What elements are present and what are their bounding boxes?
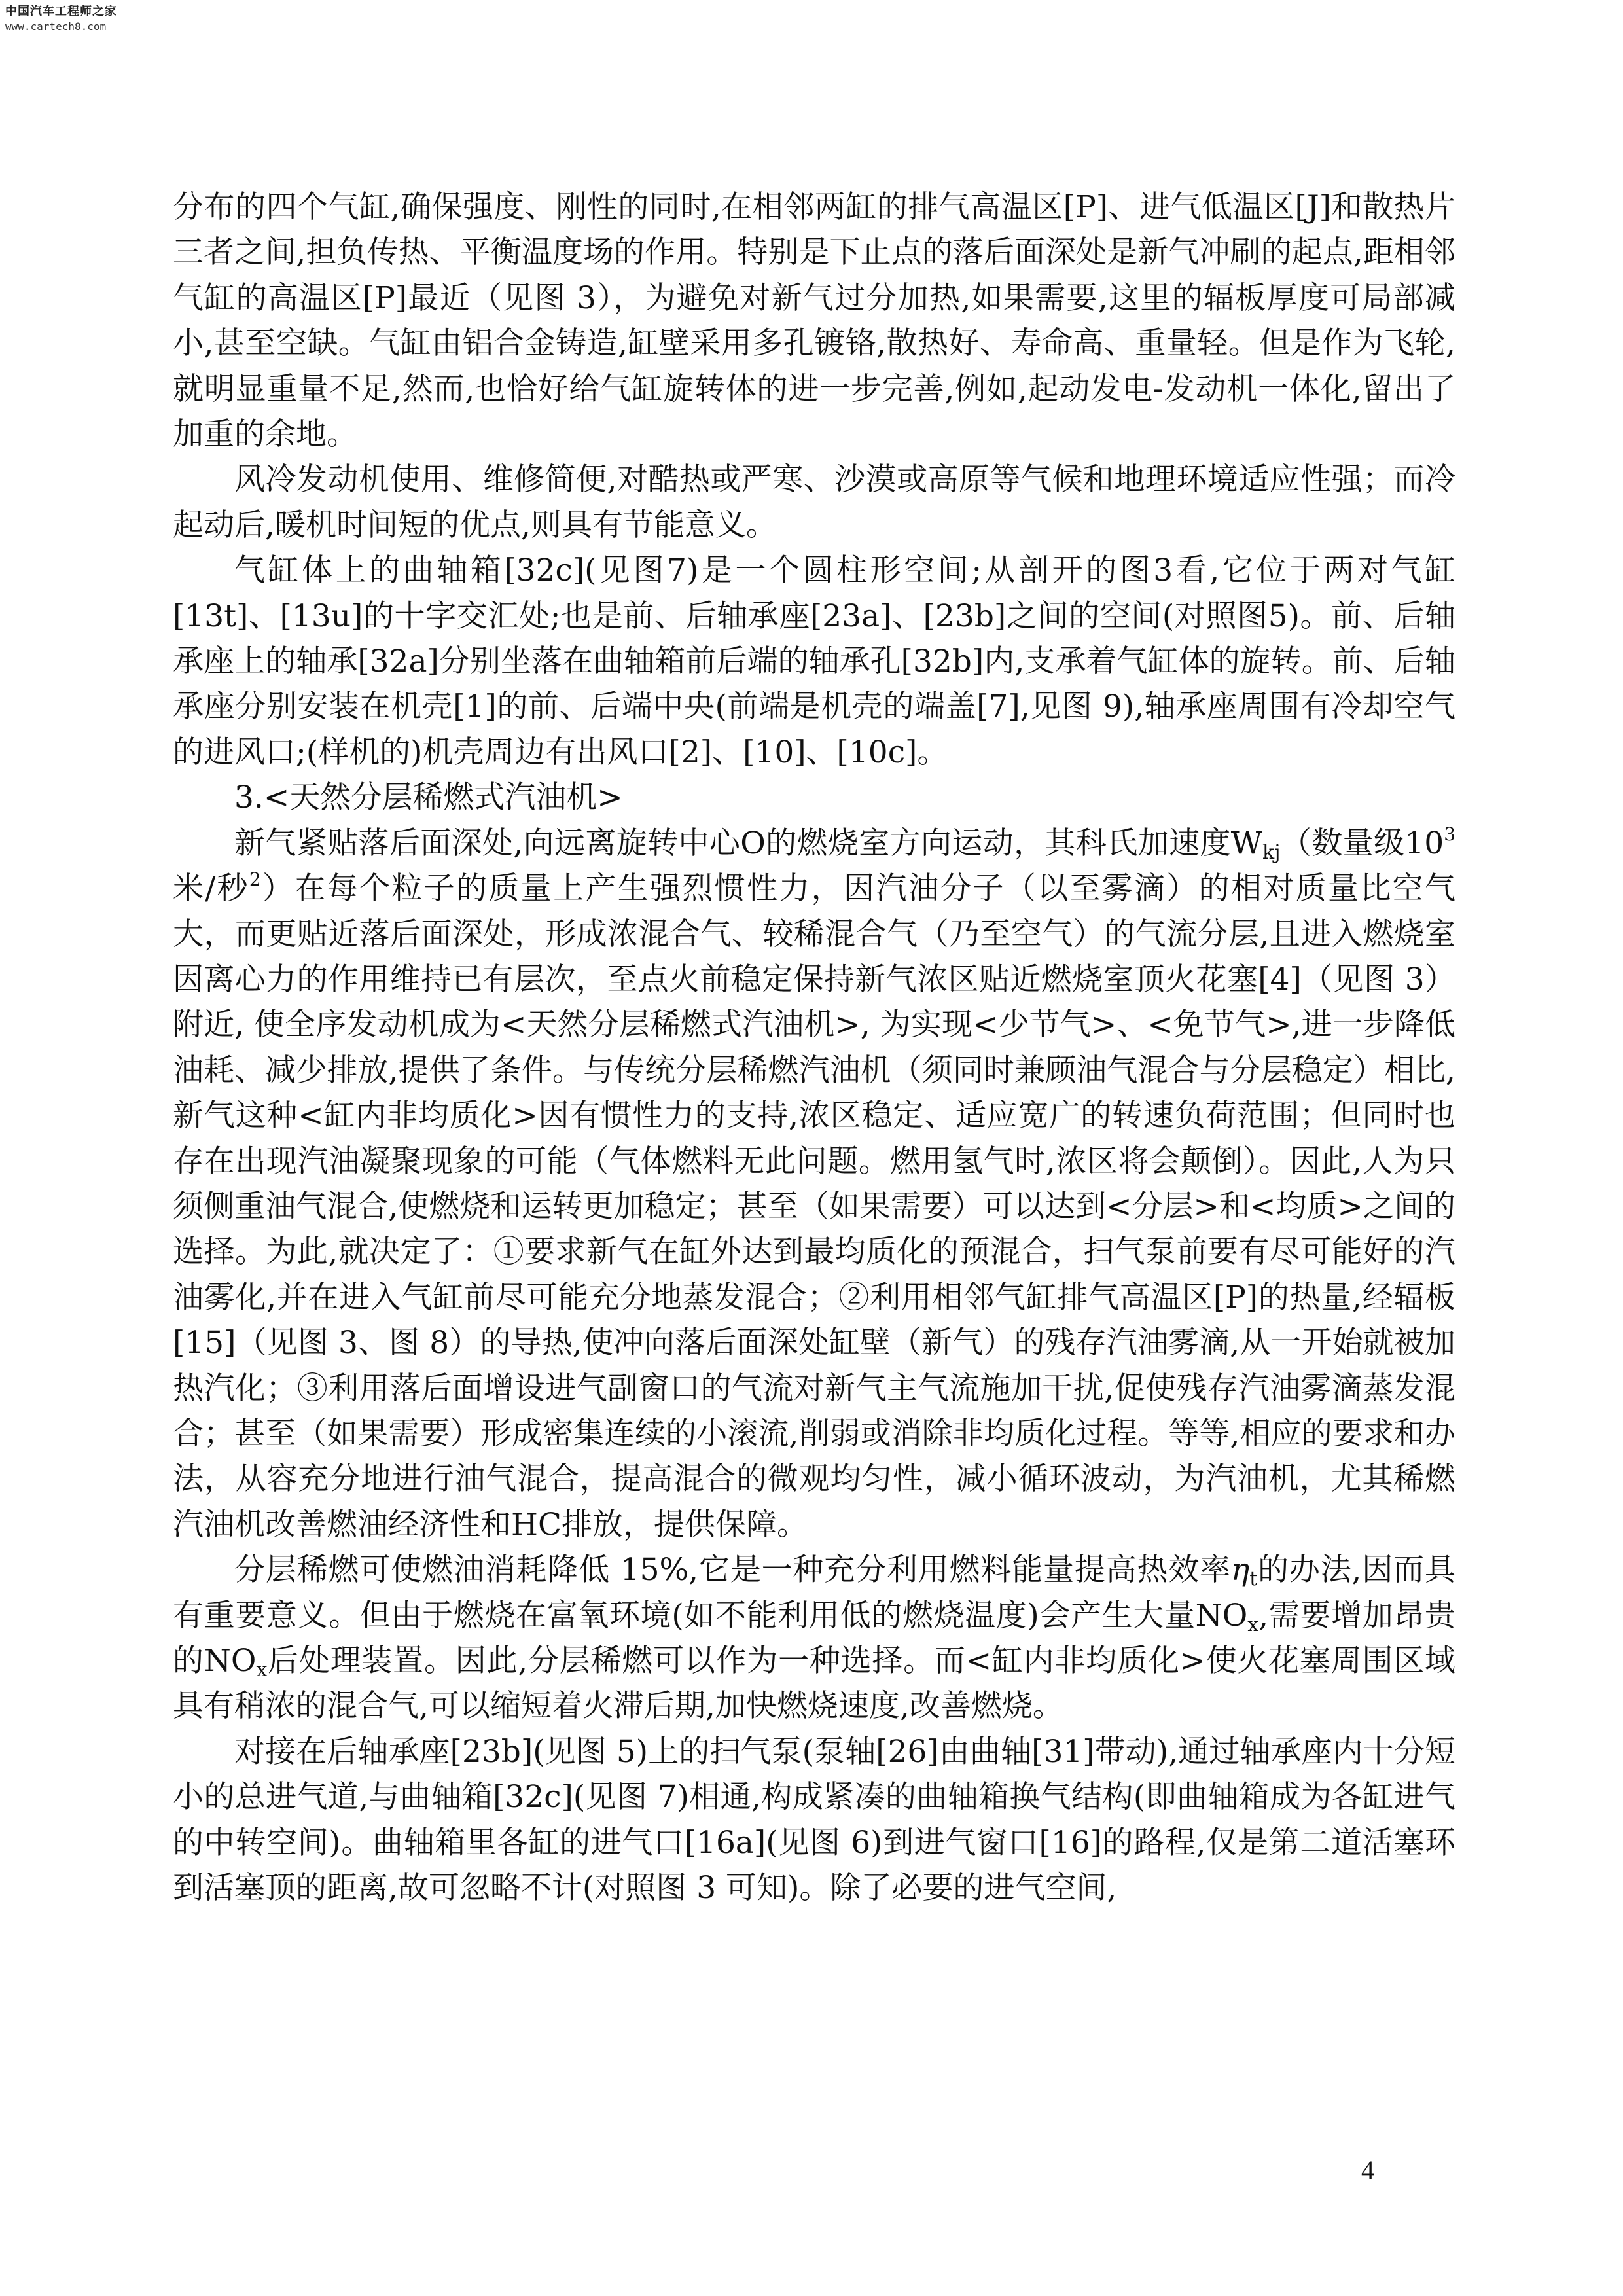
text-run: 米/秒 [173, 870, 249, 907]
text-run: 新气紧贴落后面深处,向远离旋转中心O的燃烧室方向运动，其科氏加速度W [234, 825, 1263, 861]
text-run: 分层稀燃可使燃油消耗降低 15%,它是一种充分利用燃料能量提高热效率 [234, 1552, 1232, 1588]
text-run: ,需要增加昂贵的NO [173, 1597, 1455, 1679]
eta-symbol: η [1231, 1552, 1250, 1588]
subscript: kj [1262, 840, 1281, 864]
watermark-title: 中国汽车工程师之家 [5, 5, 117, 18]
document-body [173, 185, 1455, 1910]
superscript: 2 [249, 869, 261, 891]
site-watermark [5, 4, 143, 43]
subscript: x [1247, 1613, 1259, 1636]
superscript: 3 [1444, 823, 1456, 845]
text-run: （数量级10 [1280, 825, 1444, 861]
section-heading: 3.<天然分层稀燃式汽油机> [234, 780, 623, 816]
paragraph-6 [173, 1547, 1455, 1729]
watermark-url: www.cartech8.com [5, 20, 107, 33]
paragraph-7: 对接在后轴承座[23b](见图 5)上的扫气泵(泵轴[26]由曲轴[31]带动),通过轴承座内十分短小的总进气道,与曲轴箱[32c](见图 7)相通,构成紧凑的曲轴箱换气结构(即曲轴箱成为各缸进气的中转空间)。曲轴箱里各缸的进气口[16a](见图 6)到进气窗口[16]的路程,仅是第二道活塞环到活塞顶的距离,故可忽略不计(对照图 3 可知)。除了必要的进气空间, [173, 1733, 1455, 1907]
paragraph-3: 气缸体上的曲轴箱[32c](见图7)是一个圆柱形空间;从剖开的图3看,它位于两对气缸[13t]、[13u]的十字交汇处;也是前、后轴承座[23a]、[23b]之间的空间(对照图5)。前、后轴承座上的轴承[32a]分别坐落在曲轴箱前后端的轴承孔[32b]内,支承着气缸体的旋转。前、后轴承座分别安装在机壳[1]的前、后端中央(前端是机壳的端盖[7],见图 9),轴承座周围有冷却空气的进风口;(样机的)机壳周边有出风口[2]、[10]、[10c]。 [173, 552, 1455, 770]
paragraph-2: 风冷发动机使用、维修简便,对酷热或严寒、沙漠或高原等气候和地理环境适应性强；而冷起动后,暖机时间短的优点,则具有节能意义。 [173, 461, 1455, 543]
text-run: 后处理装置。因此,分层稀燃可以作为一种选择。而<缸内非均质化>使火花塞周围区域具有稍浓的混合气,可以缩短着火滞后期,加快燃烧速度,改善燃烧。 [173, 1643, 1455, 1725]
text-run: 的办法,因而具有重要意义。但由于燃烧在富氧环境(如不能利用低的燃烧温度)会产生大量NO [173, 1552, 1455, 1634]
paragraph-5 [173, 821, 1455, 1548]
subscript: t [1249, 1568, 1258, 1591]
page-number: 4 [1361, 2155, 1374, 2185]
subscript: x [256, 1659, 268, 1681]
paragraph-1: 分布的四个气缸,确保强度、刚性的同时,在相邻两缸的排气高温区[P]、进气低温区[J]和散热片三者之间,担负传热、平衡温度场的作用。特别是下止点的落后面深处是新气冲刷的起点,距相邻气缸的高温区[P]最近（见图 3），为避免对新气过分加热,如果需要,这里的辐板厚度可局部减小,甚至空缺。气缸由铝合金铸造,缸壁采用多孔镀铬,散热好、寿命高、重量轻。但是作为飞轮,就明显重量不足,然而,也恰好给气缸旋转体的进一步完善,例如,起动发电-发动机一体化,留出了加重的余地。 [173, 189, 1455, 453]
text-run: ）在每个粒子的质量上产生强烈惯性力，因汽油分子（以至雾滴）的相对质量比空气大，而更贴近落后面深处，形成浓混合气、较稀混合气（乃至空气）的气流分层,且进入燃烧室因离心力的作用维持已有层次，至点火前稳定保持新气浓区贴近燃烧室顶火花塞[4]（见图 3）附近, 使全序发动机成为<天然分层稀燃式汽油机>, 为实现<少节气>、<免节气>,进一步降低油耗、减少排放,提供了条件。与传统分层稀燃汽油机（须同时兼顾油气混合与分层稳定）相比,新气这种<缸内非均质化>因有惯性力的支持,浓区稳定、适应宽广的转速负荷范围；但同时也存在出现汽油凝聚现象的可能（气体燃料无此问题。燃用氢气时,浓区将会颠倒）。因此,人为只须侧重油气混合,使燃烧和运转更加稳定；甚至（如果需要）可以达到<分层>和<均质>之间的选择。为此,就决定了：①要求新气在缸外达到最均质化的预混合，扫气泵前要有尽可能好的汽油雾化,并在进入气缸前尽可能充分地蒸发混合；②利用相邻气缸排气高温区[P]的热量,经辐板[15]（见图 3、图 8）的导热,使冲向落后面深处缸壁（新气）的残存汽油雾滴,从一开始就被加热汽化；③利用落后面增设进气副窗口的气流对新气主气流施加干扰,促使残存汽油雾滴蒸发混合；甚至（如果需要）形成密集连续的小滚流,削弱或消除非均质化过程。等等,相应的要求和办法，从容充分地进行油气混合，提高混合的微观均匀性，减小循环波动，为汽油机，尤其稀燃汽油机改善燃油经济性和HC排放，提供保障。 [173, 870, 1455, 1543]
